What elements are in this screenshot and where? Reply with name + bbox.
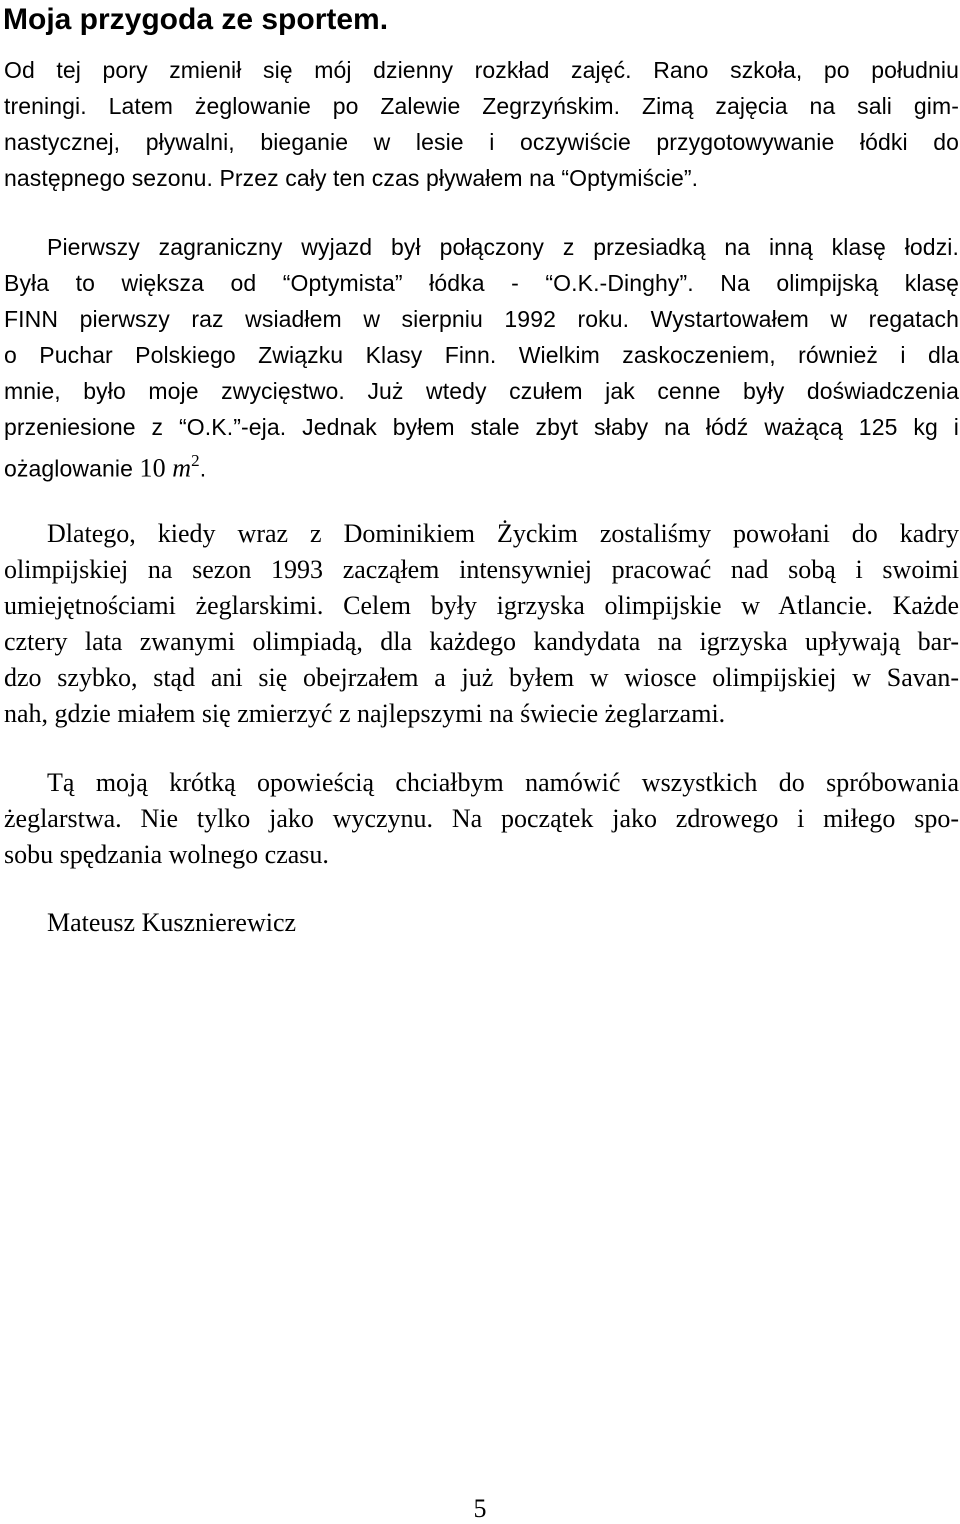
paragraph-line: Pierwszy zagraniczny wyjazd był połączony z przesiadką na inną klasę łodzi. <box>47 234 959 260</box>
paragraph-line: umiejętnościami żeglarskimi. Celem były igrzyska olimpijskie w Atlancie. Każde <box>4 591 959 620</box>
paragraph-line: mnie, było moje zwycięstwo. Już wtedy czułem jak cenne były doświadczenia <box>4 378 959 404</box>
paragraph-line: treningi. Latem żeglowanie po Zalewie Zegrzyńskim. Zimą zajęcia na sali gim- <box>4 93 959 119</box>
paragraph-3 <box>4 516 959 732</box>
signature: Mateusz Kusznierewicz <box>47 908 297 937</box>
paragraph-line: nastycznej, pływalni, bieganie w lesie i oczywiście przygotowywanie łódki do <box>4 129 959 155</box>
paragraph-line: Od tej pory zmienił się mój dzienny rozkład zajęć. Rano szkoła, po południu <box>4 57 959 83</box>
math-number: 10 <box>139 453 166 483</box>
paragraph-line: FINN pierwszy raz wsiadłem w sierpniu 1992 roku. Wystartowałem w regatach <box>4 306 959 332</box>
line-end: . <box>199 455 207 482</box>
line-text: ożaglowanie <box>4 455 140 482</box>
paragraph-line: Tą moją krótką opowieścią chciałbym namówić wszystkich do spróbowania <box>47 768 959 797</box>
paragraph-4 <box>4 765 959 873</box>
page-title: Moja przygoda ze sportem. <box>3 3 389 36</box>
math-exponent: 2 <box>191 451 200 470</box>
math-unit: m <box>172 453 192 483</box>
page-number: 5 <box>473 1494 487 1523</box>
paragraph-2 <box>4 229 959 481</box>
paragraph-1 <box>4 52 959 196</box>
paragraph-line: przeniesione z “O.K.”-eja. Jednak byłem stale zbyt słaby na łódź ważącą 125 kg i <box>4 414 959 440</box>
paragraph-line: żeglarstwa. Nie tylko jako wyczynu. Na początek jako zdrowego i miłego spo- <box>4 804 959 833</box>
paragraph-line: nah, gdzie miałem się zmierzyć z najlepszymi na świecie żeglarzami. <box>4 699 726 728</box>
paragraph-line: o Puchar Polskiego Związku Klasy Finn. Wielkim zaskoczeniem, również i dla <box>4 342 959 368</box>
paragraph-line: następnego sezonu. Przez cały ten czas pływałem na “Optymiście”. <box>4 165 699 191</box>
paragraph-line <box>4 445 959 481</box>
paragraph-line: olimpijskiej na sezon 1993 zacząłem intensywniej pracować nad sobą i swoimi <box>4 555 959 584</box>
paragraph-line: dzo szybko, stąd ani się obejrzałem a już byłem w wiosce olimpijskiej w Savan- <box>4 663 959 692</box>
paragraph-line: sobu spędzania wolnego czasu. <box>4 840 329 869</box>
paragraph-line: Była to większa od “Optymista” łódka - “O.K.-Dinghy”. Na olimpijską klasę <box>4 270 959 296</box>
paragraph-line: Dlatego, kiedy wraz z Dominikiem Życkim zostaliśmy powołani do kadry <box>47 519 959 548</box>
paragraph-line: cztery lata zwanymi olimpiadą, dla każdego kandydata na igrzyska upływają bar- <box>4 627 959 656</box>
